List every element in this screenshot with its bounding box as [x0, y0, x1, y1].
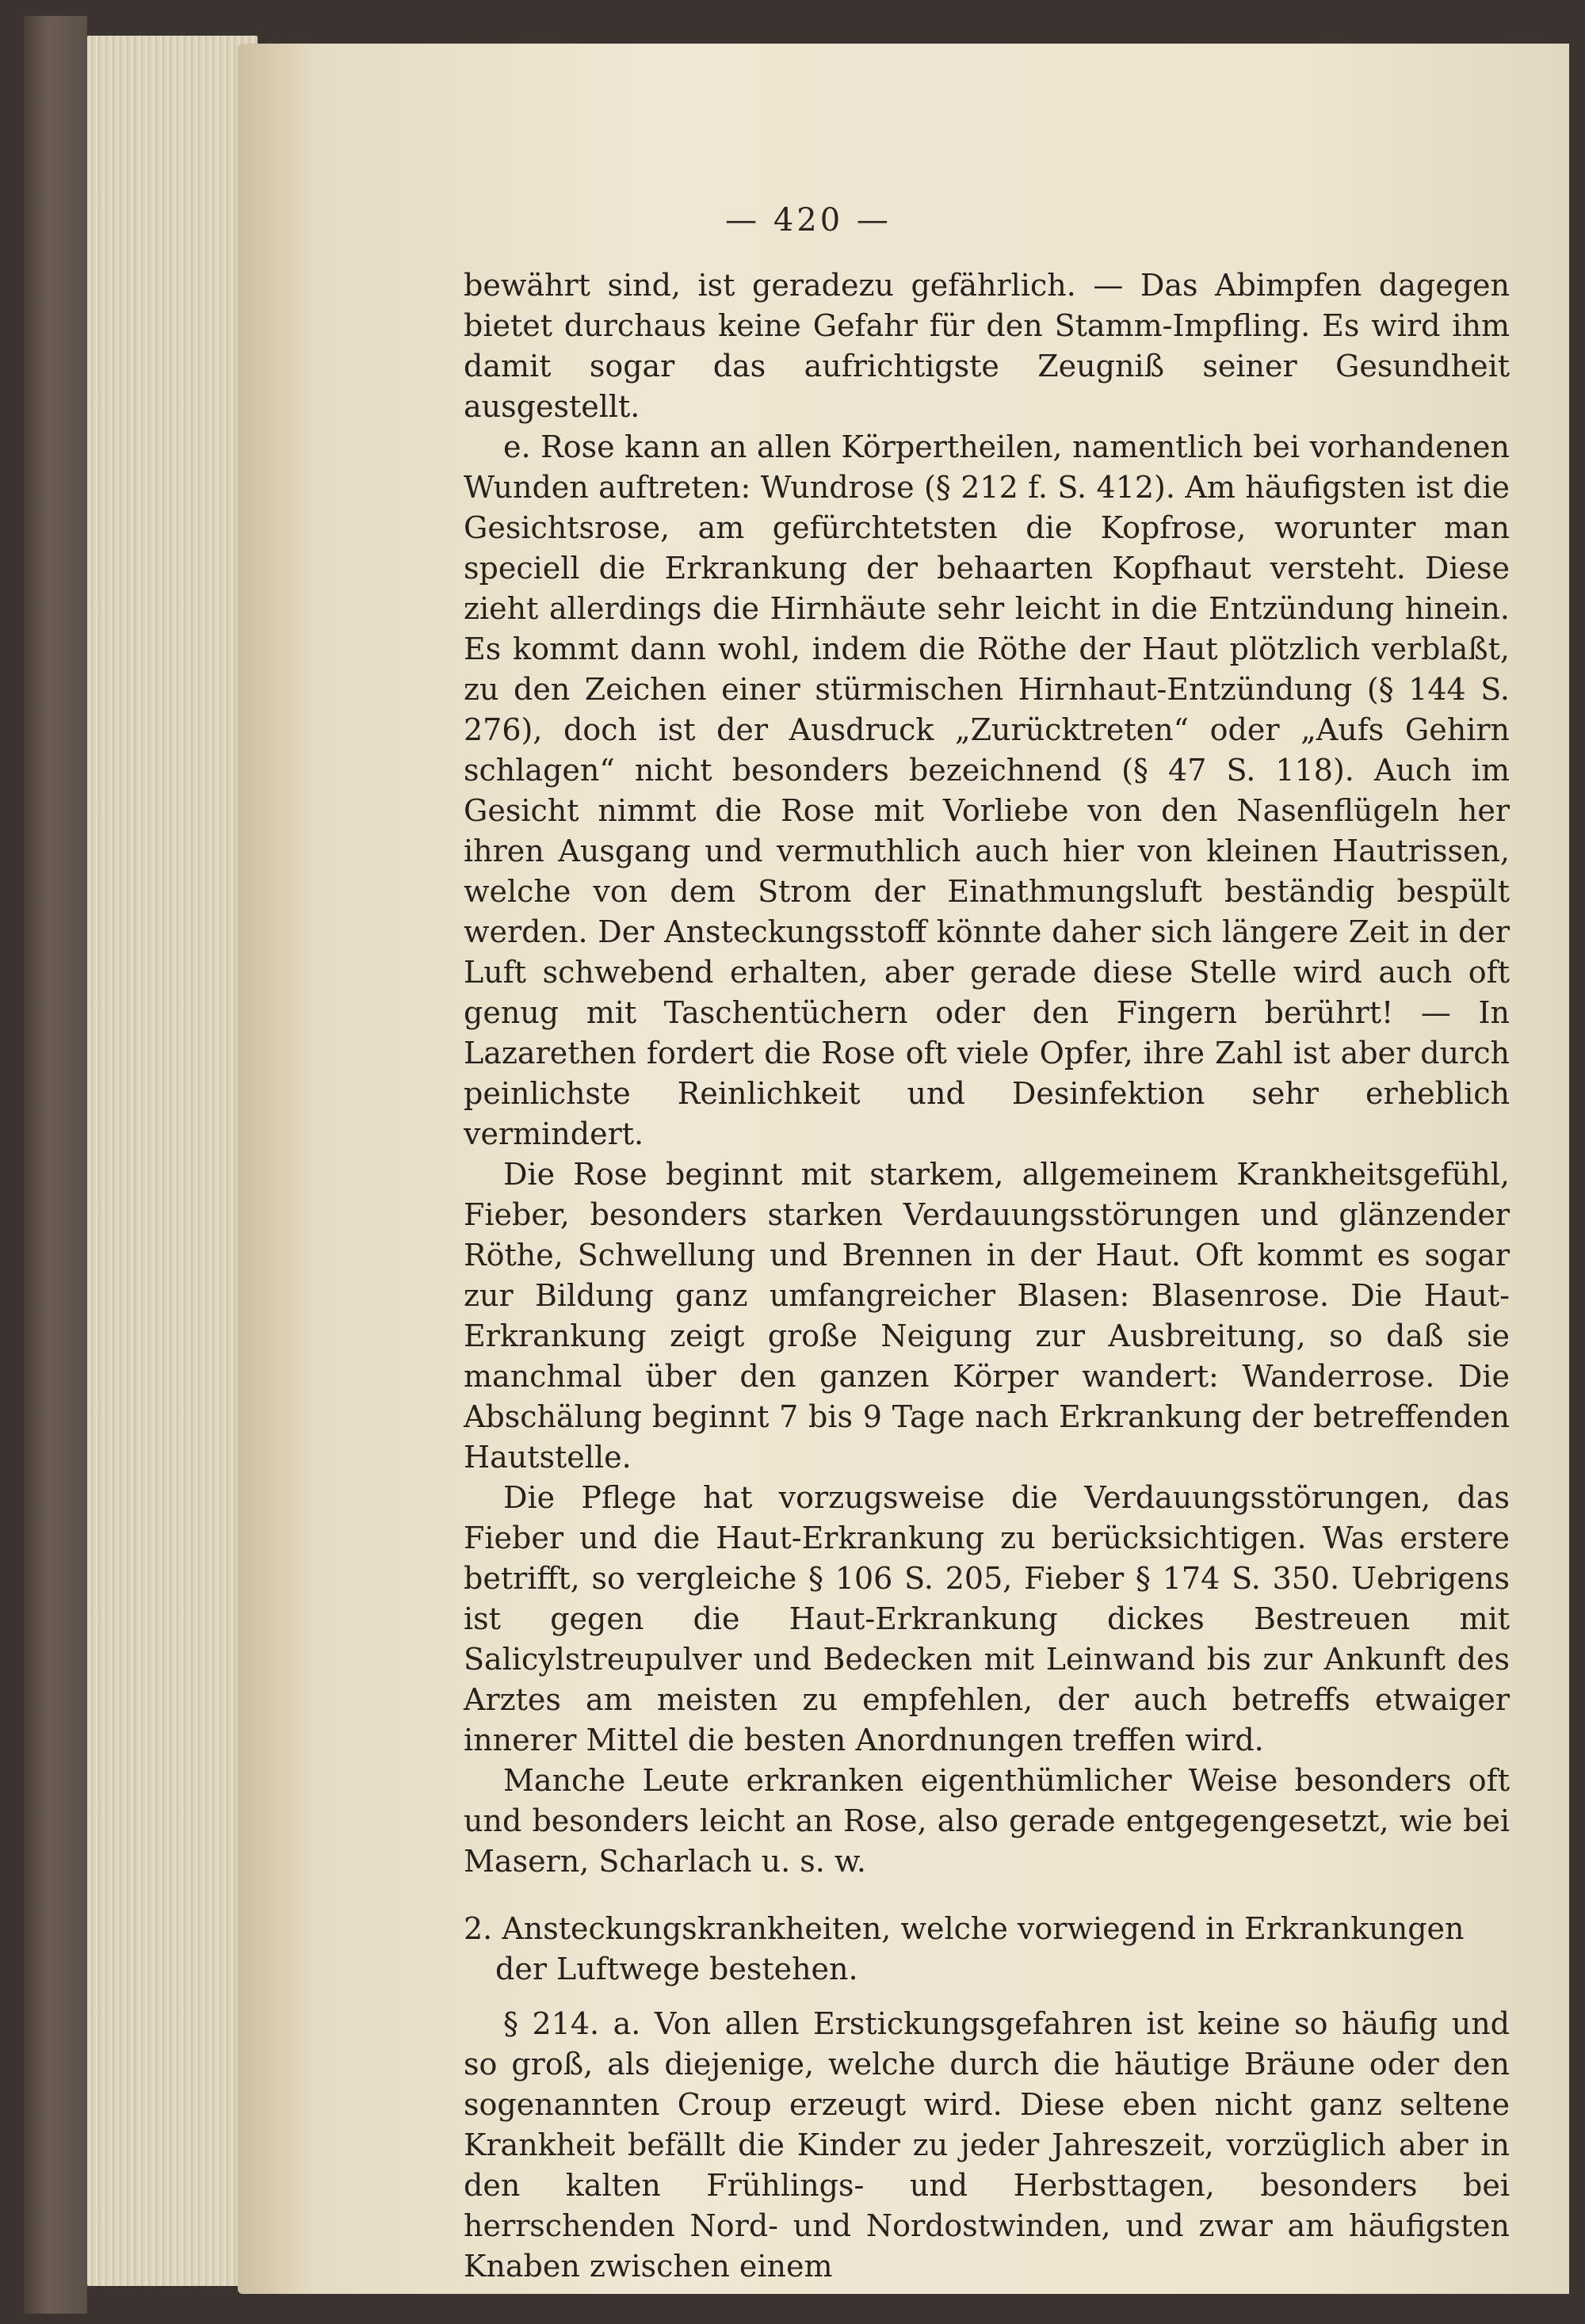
- page-stack: [87, 36, 258, 2286]
- paragraph: § 214. a. Von allen Erstickungsgefahren ist keine so häufig und so groß, als diejenige, welche durch die häutige Bräune oder den sogenannten Croup erzeugt wird. Diese eben nicht ganz seltene Krankheit befällt die Kinder zu jeder Jahreszeit, vorzüglich aber in den kalten Frühlings- und Herbsttagen, besonders bei herrschenden Nord- und Nordostwinden, und zwar am häufigsten Knaben zwischen einem: [464, 2006, 1510, 2284]
- paragraph: Die Rose beginnt mit starkem, allgemeinem Krankheitsgefühl, Fieber, besonders starken Verdauungsstörungen und glänzender Röthe, Schwellung und Brennen in der Haut. Oft kommt es sogar zur Bildung ganz umfangreicher Blasen: Blasenrose. Die Haut-Erkrankung zeigt große Neigung zur Ausbreitung, so daß sie manchmal über den ganzen Körper wandert: Wanderrose. Die Abschälung beginnt 7 bis 9 Tage nach Erkrankung der betreffenden Hautstelle.: [464, 1157, 1510, 1475]
- book-cover-edge: [24, 16, 87, 2314]
- section-heading: 2. Ansteckungskrankheiten, welche vorwiegend in Erkrankungen der Luftwege bestehen.: [464, 1911, 1465, 1986]
- page-number: — 420 —: [725, 202, 892, 239]
- paragraph: e. Rose kann an allen Körpertheilen, namentlich bei vorhandenen Wunden auftreten: Wundrose (§ 212 f. S. 412). Am häufigsten ist die Gesichtsrose, am gefürchtetsten die Kopfrose, worunter man speciell die Erkrankung der behaarten Kopfhaut versteht. Diese zieht allerdings die Hirnhäute sehr leicht in die Entzündung hinein. Es kommt dann wohl, indem die Röthe der Haut plötzlich verblaßt, zu den Zeichen einer stürmischen Hirnhaut-Entzündung (§ 144 S. 276), doch ist der Ausdruck „Zurücktreten“ oder „Aufs Gehirn schlagen“ nicht besonders bezeichnend (§ 47 S. 118). Auch im Gesicht nimmt die Rose mit Vorliebe von den Nasenflügeln her ihren Ausgang und vermuthlich auch hier von kleinen Hautrissen, welche von dem Strom der Einathmungsluft beständig bespült werden. Der Ansteckungsstoff könnte daher sich längere Zeit in der Luft schwebend erhalten, aber gerade diese Stelle wird auch oft genug mit Taschentüchern oder den Fingern berührt! — In Lazarethen fordert die Rose oft viele Opfer, ihre Zahl ist aber durch peinlichste Reinlichkeit und Desinfektion sehr erheblich vermindert.: [464, 429, 1510, 1151]
- paragraph: Die Pflege hat vorzugsweise die Verdauungsstörungen, das Fieber und die Haut-Erkrankung zu berücksichtigen. Was erstere betrifft, so vergleiche § 106 S. 205, Fieber § 174 S. 350. Uebrigens ist gegen die Haut-Erkrankung dickes Bestreuen mit Salicylstreupulver und Bedecken mit Leinwand bis zur Ankunft des Arztes am meisten zu empfehlen, der auch betreffs etwaiger innerer Mittel die besten Anordnungen treffen wird.: [464, 1480, 1510, 1757]
- paragraph: bewährt sind, ist geradezu gefährlich. — Das Abimpfen dagegen bietet durchaus keine Gefahr für den Stamm-Impfling. Es wird ihm damit sogar das aufrichtigste Zeugniß seiner Gesundheit ausgestellt.: [464, 268, 1510, 424]
- paragraph: Manche Leute erkranken eigenthümlicher Weise besonders oft und besonders leicht an Rose, also gerade entgegengesetzt, wie bei Masern, Scharlach u. s. w.: [464, 1763, 1510, 1879]
- page-body: [464, 265, 1510, 2287]
